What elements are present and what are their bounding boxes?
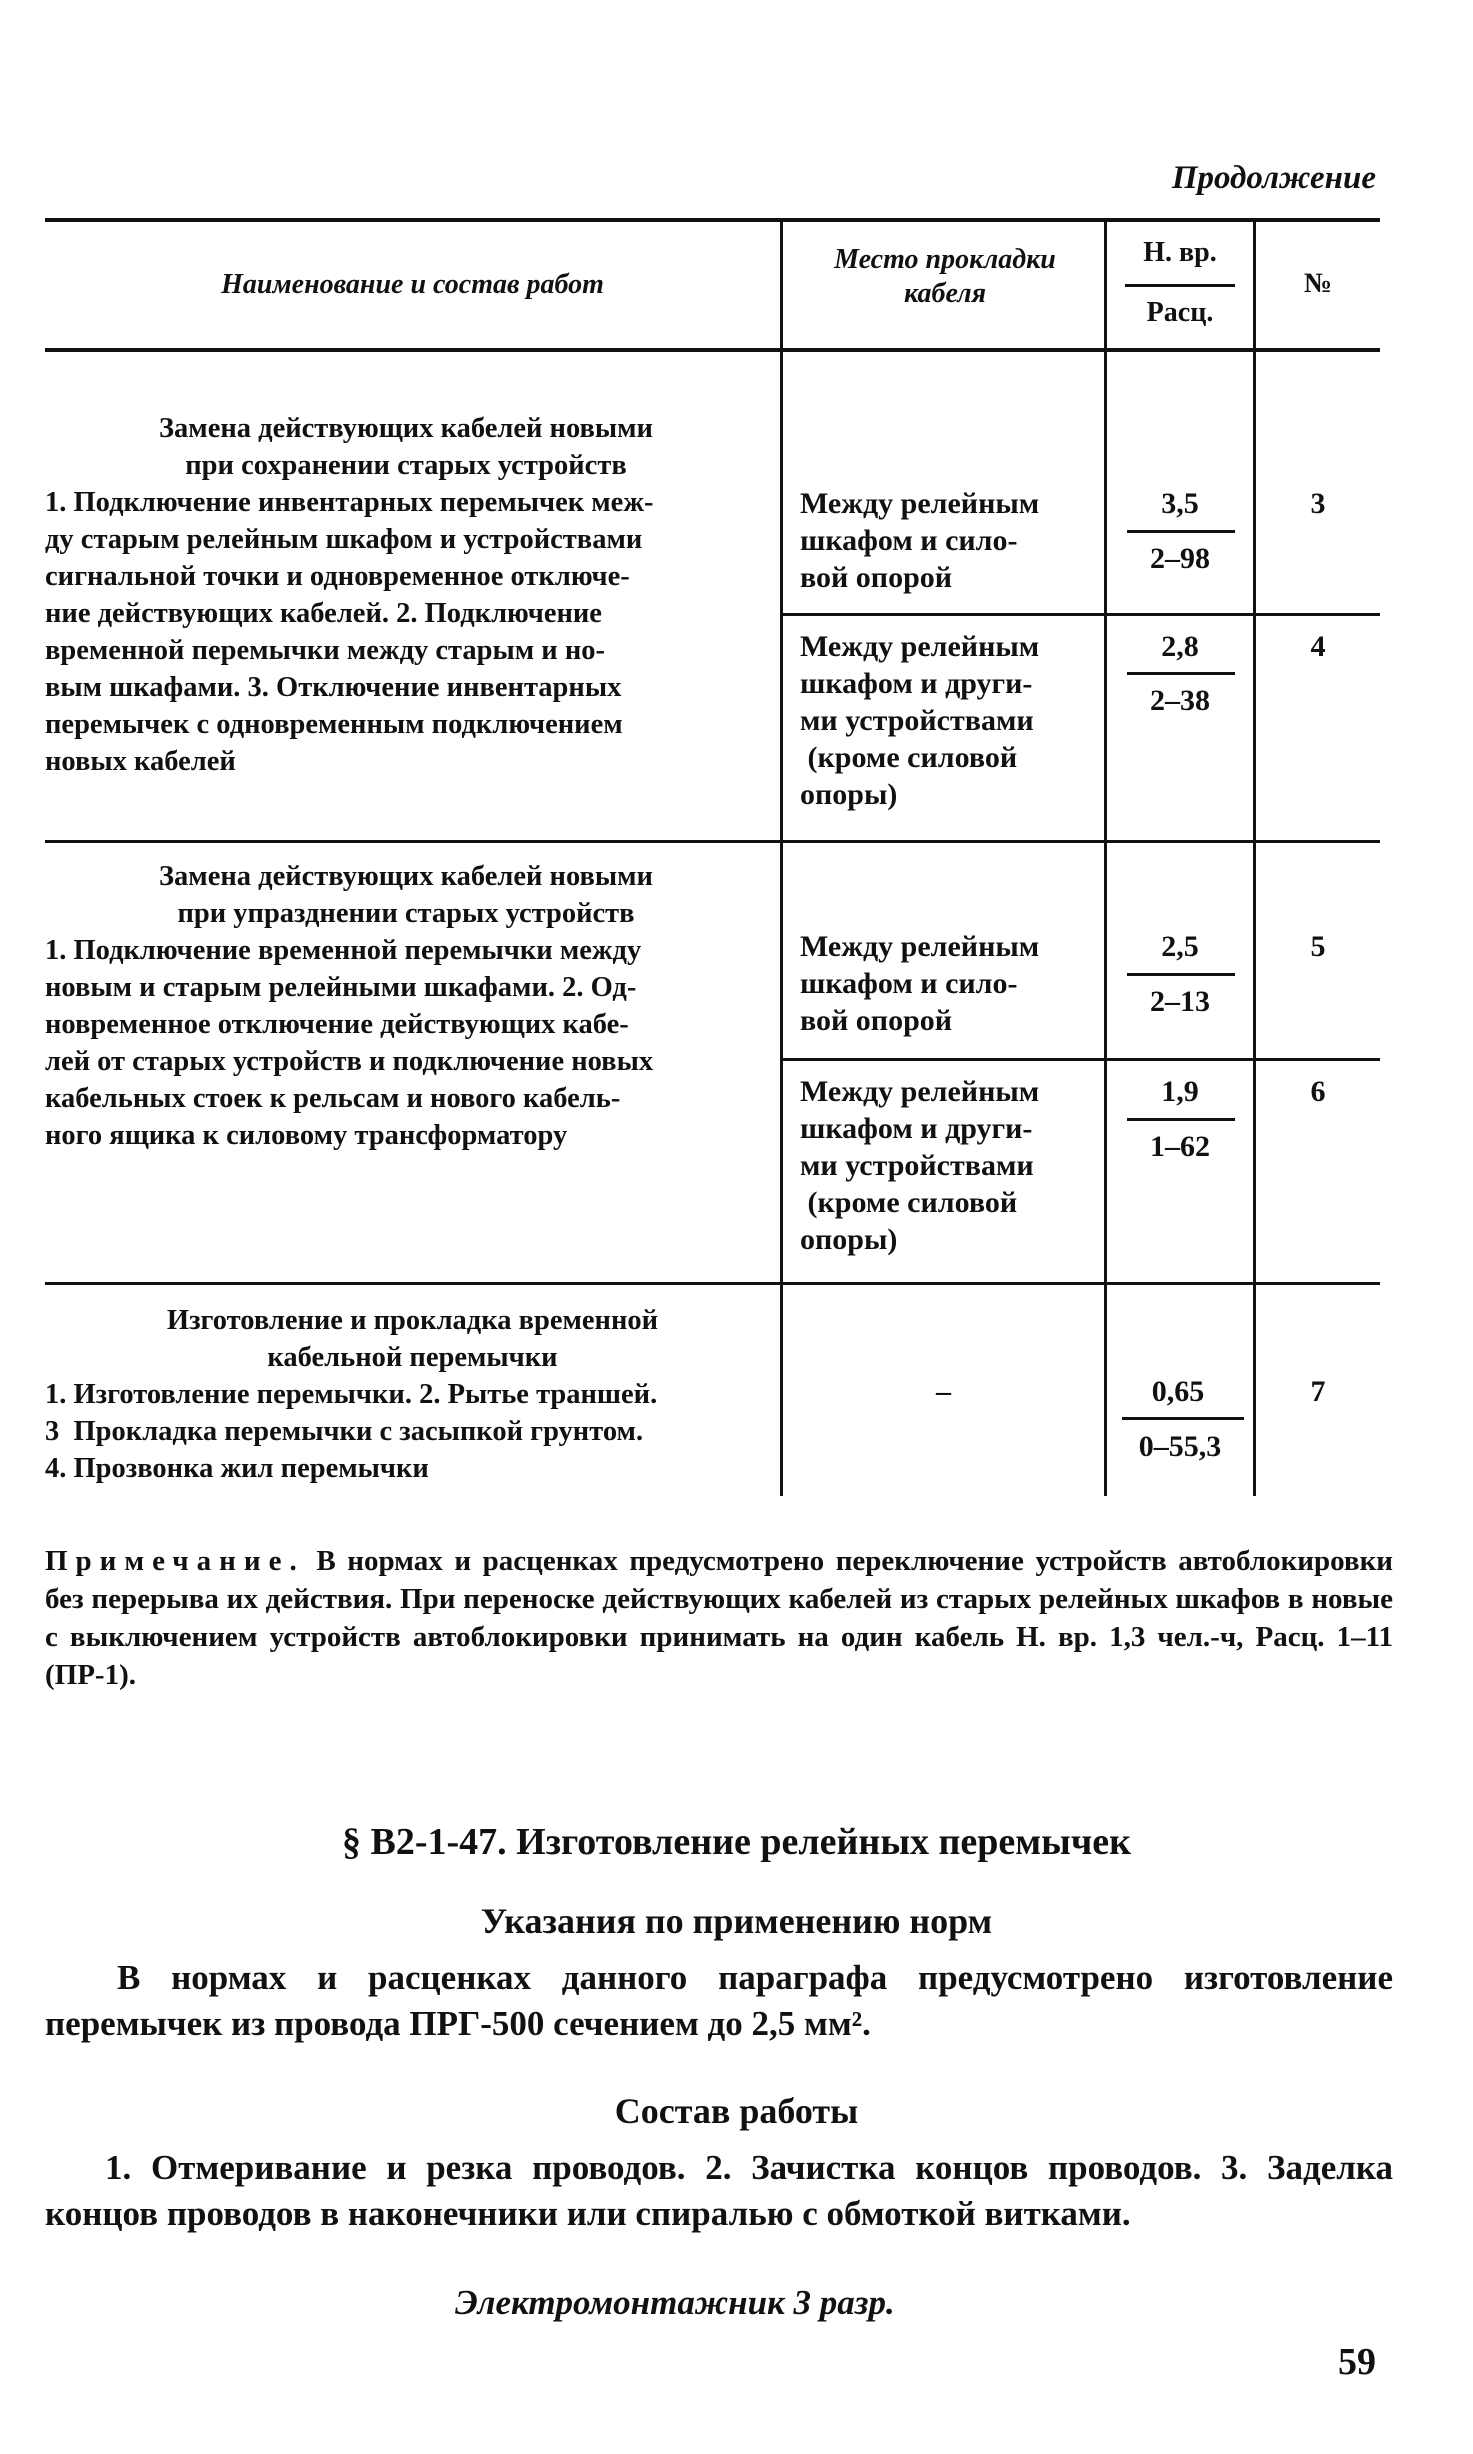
group-1-body-line: 1. Подключение инвентарных перемычек меж- bbox=[45, 487, 654, 518]
row-7-place bbox=[783, 1373, 1104, 1410]
row-7-no: 7 bbox=[1310, 1375, 1326, 1408]
row-6-fraction-line bbox=[1127, 1118, 1235, 1121]
page-number: 59 bbox=[1338, 2341, 1376, 2383]
place-line: опоры) bbox=[800, 1223, 898, 1256]
place-line: ми устройствами bbox=[800, 704, 1034, 737]
group-3-body-line: 4. Прозвонка жил перемычки bbox=[45, 1453, 429, 1484]
row-3-fraction-line bbox=[1127, 530, 1235, 533]
group3-rule bbox=[45, 1282, 1380, 1285]
place-line: шкафом и други- bbox=[800, 667, 1033, 700]
row-3-no: 3 bbox=[1310, 487, 1326, 520]
row-4-norm: 2,8 bbox=[1161, 630, 1199, 663]
col-divider-3 bbox=[1253, 218, 1256, 1496]
row-5-fraction-line bbox=[1127, 973, 1235, 976]
row-5-norm: 2,5 bbox=[1161, 930, 1199, 963]
row-7-norm: 0,65 bbox=[1151, 1375, 1205, 1408]
group-1-body-line: сигнальной точки и одновременное отключе- bbox=[45, 561, 630, 592]
composition-heading: Состав работы bbox=[614, 2091, 859, 2131]
row6-rule bbox=[782, 1058, 1380, 1061]
col-divider-2 bbox=[1104, 218, 1107, 1496]
note-label: Примечание. bbox=[45, 1545, 305, 1577]
group-2-body-line: ного ящика к силовому трансформатору bbox=[45, 1120, 568, 1151]
header-place: Место прокладки кабеля bbox=[834, 244, 1056, 309]
place-line: шкафом и други- bbox=[800, 1112, 1033, 1145]
place-line: – bbox=[936, 1375, 951, 1408]
group-1-body-line: новых кабелей bbox=[45, 746, 236, 777]
col-divider-1 bbox=[780, 218, 783, 1496]
group-1-body-line: ние действующих кабелей. 2. Подключение bbox=[45, 598, 602, 629]
group-3-body-line: 3 Прокладка перемычки с засыпкой грунтом. bbox=[45, 1416, 644, 1447]
place-line: Между релейным bbox=[800, 930, 1040, 963]
group-2-body-line: новым и старым релейными шкафами. 2. Од- bbox=[45, 972, 637, 1003]
row-5-place bbox=[800, 928, 1100, 1039]
place-line: (кроме силовой bbox=[800, 741, 1018, 774]
row-6-rate: 1–62 bbox=[1150, 1130, 1210, 1163]
group-1-body-line: вым шкафами. 3. Отключение инвентарных bbox=[45, 672, 622, 703]
header-norm: Н. вр. bbox=[1143, 237, 1217, 268]
row-3-rate: 2–98 bbox=[1150, 542, 1210, 575]
row-5-rate: 2–13 bbox=[1150, 985, 1210, 1018]
guidelines-text: В нормах и расценках данного параграфа предусмотрено изготовление перемычек из провода ПРГ-500 сечением до 2,5 мм². bbox=[45, 1958, 1393, 2043]
worker-grade: Электромонтажник 3 разр. bbox=[455, 2283, 895, 2322]
row-3-norm: 3,5 bbox=[1161, 487, 1199, 520]
group-3-description bbox=[45, 1302, 780, 1487]
group-3-title-line: кабельной перемычки bbox=[267, 1342, 558, 1373]
group-2-description bbox=[45, 858, 767, 1154]
place-line: (кроме силовой bbox=[800, 1186, 1018, 1219]
group-2-title-line: при упразднении старых устройств bbox=[177, 898, 635, 929]
note-paragraph bbox=[45, 1542, 1393, 1694]
composition-text: 1. Отмеривание и резка проводов. 2. Зачистка концов проводов. 3. Заделка концов проводов в наконечники или спиралью с обмоткой витками. bbox=[45, 2148, 1393, 2233]
place-line: Между релейным bbox=[800, 630, 1040, 663]
group-1-body-line: ду старым релейным шкафом и устройствами bbox=[45, 524, 643, 555]
row-6-norm: 1,9 bbox=[1161, 1075, 1199, 1108]
row-7-fraction-line bbox=[1122, 1417, 1244, 1420]
group-2-body-line: лей от старых устройств и подключение новых bbox=[45, 1046, 654, 1077]
row-4-rate: 2–38 bbox=[1150, 684, 1210, 717]
group2-rule bbox=[45, 840, 1380, 843]
place-line: вой опорой bbox=[800, 1004, 953, 1037]
group-1-body-line: временной перемычки между старым и но- bbox=[45, 635, 605, 666]
header-rate: Расц. bbox=[1146, 297, 1214, 328]
group-3-title-line: Изготовление и прокладка временной bbox=[166, 1305, 659, 1336]
group-2-body-line: 1. Подключение временной перемычки между bbox=[45, 935, 642, 966]
header-no: № bbox=[1303, 268, 1333, 299]
row-6-place bbox=[800, 1073, 1100, 1258]
group-1-body-line: перемычек с одновременным подключением bbox=[45, 709, 623, 740]
table-header-rule bbox=[45, 348, 1380, 352]
group-1-title-line: Замена действующих кабелей новыми bbox=[159, 413, 653, 444]
place-line: шкафом и сило- bbox=[800, 524, 1018, 557]
group-1-description bbox=[45, 410, 767, 780]
row-5-no: 5 bbox=[1310, 930, 1326, 963]
row-7-rate: 0–55,3 bbox=[1138, 1430, 1222, 1463]
group-2-body-line: кабельных стоек к рельсам и нового кабель- bbox=[45, 1083, 621, 1114]
note-text: В нормах и расценках предусмотрено переключение устройств автоблокировки без перерыва их действия. При переноске действующих кабелей из старых релейных шкафов в новые с выключением устройств автоблокировки принимать на один кабель Н. вр. 1,3 чел.-ч, Расц. 1–11 (ПР-1). bbox=[45, 1545, 1393, 1691]
row-4-no: 4 bbox=[1310, 630, 1326, 663]
row4-rule bbox=[782, 613, 1380, 616]
place-line: Между релейным bbox=[800, 487, 1040, 520]
group-2-body-line: новременное отключение действующих кабе- bbox=[45, 1009, 629, 1040]
row-6-no: 6 bbox=[1310, 1075, 1326, 1108]
group-1-title-line: при сохранении старых устройств bbox=[185, 450, 627, 481]
group-2-title-line: Замена действующих кабелей новыми bbox=[159, 861, 653, 892]
header-name: Наименование и состав работ bbox=[221, 269, 604, 300]
header-fraction-line bbox=[1125, 284, 1235, 287]
section-title: § В2-1-47. Изготовление релейных перемычек bbox=[341, 1821, 1132, 1863]
guidelines-heading: Указания по применению норм bbox=[480, 1901, 993, 1941]
row-3-place bbox=[800, 485, 1100, 596]
place-line: вой опорой bbox=[800, 561, 953, 594]
row-4-place bbox=[800, 628, 1100, 813]
place-line: шкафом и сило- bbox=[800, 967, 1018, 1000]
group-3-body-line: 1. Изготовление перемычки. 2. Рытье траншей. bbox=[45, 1379, 658, 1410]
table-top-rule bbox=[45, 218, 1380, 222]
continuation-label: Продолжение bbox=[1171, 160, 1376, 196]
row-4-fraction-line bbox=[1127, 672, 1235, 675]
place-line: ми устройствами bbox=[800, 1149, 1034, 1182]
place-line: опоры) bbox=[800, 778, 898, 811]
place-line: Между релейным bbox=[800, 1075, 1040, 1108]
